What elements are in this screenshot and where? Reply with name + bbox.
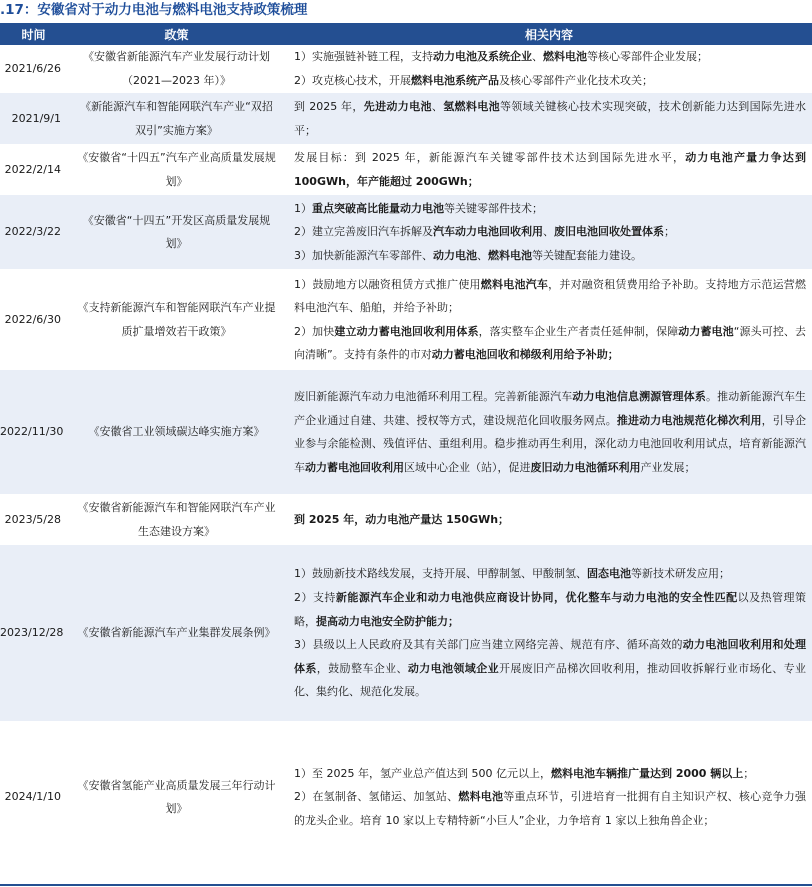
content-paragraph bbox=[294, 244, 806, 268]
content-text: 开展废旧产品梯次回收利用，推动回收拆解行业市场化、专业化、集约化、规范化发展。 bbox=[294, 661, 807, 699]
emphasis-text: 动力电池回收利用和处理体系 bbox=[294, 638, 807, 675]
table-title: .17：安徽省对于动力电池与燃料电池支持政策梳理 bbox=[0, 2, 308, 18]
content-text: 以及热管理策略， bbox=[294, 591, 807, 628]
content-text: 等关键配套能力建设。 bbox=[532, 248, 642, 262]
emphasis-text: 燃料电池车辆推广量达到 2000 辆以上 bbox=[550, 766, 744, 780]
table-row bbox=[0, 270, 812, 370]
content-text: 1）鼓励新技术路线发展，支持开展、甲醇制氢、甲酸制氢、 bbox=[294, 567, 587, 581]
date-cell: 2022/3/22 bbox=[0, 195, 67, 270]
content-paragraph bbox=[294, 508, 806, 532]
content-text: 1）鼓励地方以融资租赁方式推广使用 bbox=[294, 277, 481, 291]
content-text: 到 2025 年， bbox=[294, 100, 364, 114]
policy-cell: 《安徽省工业领域碳达峰实施方案》 bbox=[67, 370, 286, 495]
content-text: ，落实整车企业生产者责任延伸制，保障 bbox=[478, 324, 679, 338]
content-text: ，引导企业参与余能检测、残值评估、重组利用。稳步推动再生利用，深化动力电池回收利用试点，培育新能源汽车 bbox=[294, 413, 807, 474]
content-text: 1）实施强链补链工程，支持 bbox=[294, 50, 433, 63]
content-text: 等核心零部件企业发展； bbox=[587, 50, 708, 63]
date-cell: 2023/12/28 bbox=[0, 545, 67, 722]
content-cell bbox=[286, 495, 812, 545]
content-paragraph bbox=[294, 273, 806, 320]
content-text: ，鼓励整车企业、 bbox=[316, 661, 408, 675]
content-text: 、 bbox=[431, 100, 444, 114]
content-cell bbox=[286, 145, 812, 195]
content-text: 产业发展； bbox=[640, 460, 696, 474]
policy-cell: 《安徽省氢能产业高质量发展三年行动计划》 bbox=[67, 722, 286, 873]
content-cell bbox=[286, 45, 812, 93]
content-text: 等新技术研发应用； bbox=[631, 567, 730, 581]
content-text: 2）攻克核心技术，开展 bbox=[294, 73, 411, 87]
policy-cell: 《安徽省新能源汽车产业集群发展条例》 bbox=[67, 545, 286, 722]
content-paragraph bbox=[294, 785, 806, 832]
content-text: 2）支持 bbox=[294, 591, 336, 604]
emphasis-text: 动力电池信息溯源管理体系 bbox=[572, 390, 706, 403]
content-text: “源头可控、去向清晰”。支持有条件的市对 bbox=[294, 324, 807, 362]
table-body bbox=[0, 45, 812, 873]
content-paragraph bbox=[294, 320, 806, 367]
content-text: 。推动新能源汽车生产企业通过自建、共建、授权等方式，建设规范化回收服务网点。 bbox=[294, 390, 807, 427]
policy-cell: 《支持新能源汽车和智能网联汽车产业提质扩量增效若干政策》 bbox=[67, 270, 286, 370]
content-paragraph bbox=[294, 45, 806, 69]
table-row bbox=[0, 45, 812, 93]
policy-cell: 《安徽省新能源汽车产业发展行动计划（2021—2023 年）》 bbox=[67, 45, 286, 93]
content-text: 3）加快新能源汽车零部件、 bbox=[294, 248, 433, 262]
policy-cell: 《安徽省“十四五”开发区高质量发展规划》 bbox=[67, 195, 286, 270]
policy-cell: 《安徽省“十四五”汽车产业高质量发展规划》 bbox=[67, 145, 286, 195]
content-paragraph bbox=[294, 562, 806, 586]
content-cell bbox=[286, 270, 812, 370]
table-row bbox=[0, 495, 812, 545]
date-cell: 2021/9/1 bbox=[0, 93, 67, 145]
emphasis-text: 燃料电池 bbox=[488, 248, 532, 262]
content-paragraph bbox=[294, 69, 806, 93]
emphasis-text: 废旧动力电池循环利用 bbox=[530, 460, 641, 474]
emphasis-text: 新能源汽车企业和动力电池供应商设计协同，优化整车与动力电池的安全性匹配 bbox=[335, 591, 738, 604]
emphasis-text: 汽车动力电池回收利用 bbox=[433, 225, 543, 239]
date-cell: 2022/6/30 bbox=[0, 270, 67, 370]
content-cell bbox=[286, 195, 812, 270]
content-paragraph bbox=[294, 220, 806, 244]
emphasis-text: 推进动力电池规范化梯次利用 bbox=[616, 413, 762, 427]
date-cell: 2021/6/26 bbox=[0, 45, 67, 93]
content-text: 3）县级以上人民政府及其有关部门应当建立网络完善、规范有序、循环高效的 bbox=[294, 638, 683, 652]
content-text: 1）至 2025 年，氢产业总产值达到 500 亿元以上， bbox=[294, 766, 551, 780]
emphasis-text: 先进动力电池 bbox=[363, 100, 432, 114]
content-paragraph bbox=[294, 197, 806, 221]
content-text: 2）建立完善废旧汽车拆解及 bbox=[294, 225, 433, 239]
emphasis-text: 废旧电池回收处置体系 bbox=[554, 225, 664, 239]
bottom-rule bbox=[0, 884, 812, 886]
emphasis-text: 动力电池领域企业 bbox=[407, 661, 499, 675]
emphasis-text: 燃料电池 bbox=[543, 50, 587, 63]
emphasis-text: 燃料电池汽车 bbox=[480, 277, 549, 291]
content-paragraph bbox=[294, 633, 806, 704]
table-header-row bbox=[0, 23, 812, 45]
header-content: 相关内容 bbox=[286, 23, 812, 45]
table-row bbox=[0, 145, 812, 195]
emphasis-text: 动力蓄电池 bbox=[678, 324, 734, 338]
emphasis-text: 动力蓄电池回收和梯级利用给予补助； bbox=[431, 348, 619, 362]
emphasis-text: 重点突破高比能量动力电池 bbox=[312, 201, 444, 215]
emphasis-text: 燃料电池 bbox=[458, 790, 504, 804]
date-cell: 2024/1/10 bbox=[0, 722, 67, 873]
date-cell: 2022/11/30 bbox=[0, 370, 67, 495]
content-text: ； bbox=[664, 225, 675, 239]
content-text: 、 bbox=[532, 50, 543, 63]
content-text: 1） bbox=[294, 201, 312, 215]
emphasis-text: 建立动力蓄电池回收利用体系 bbox=[334, 324, 479, 338]
content-paragraph bbox=[294, 762, 806, 786]
emphasis-text: 动力电池及系统企业 bbox=[433, 50, 532, 63]
content-text: 废旧新能源汽车动力电池循环利用工程。完善新能源汽车 bbox=[294, 390, 573, 403]
content-text: ，并对融资租赁费用给予补助。支持地方示范运营燃料电池汽车、船舶，并给予补助； bbox=[294, 277, 807, 315]
emphasis-text: 提高动力电池安全防护能力； bbox=[316, 614, 459, 628]
content-cell bbox=[286, 545, 812, 722]
emphasis-text: 固态电池 bbox=[587, 567, 631, 581]
content-cell bbox=[286, 370, 812, 495]
content-paragraph bbox=[294, 586, 806, 633]
emphasis-text: 燃料电池系统产品 bbox=[411, 73, 499, 87]
content-cell bbox=[286, 722, 812, 873]
content-text: 等领域关键核心技术实现突破，技术创新能力达到国际先进水平； bbox=[294, 100, 807, 137]
content-cell bbox=[286, 93, 812, 145]
content-text: ； bbox=[743, 766, 755, 780]
policy-table bbox=[0, 23, 812, 873]
content-text: 发展目标：到 2025 年，新能源汽车关键零部件技术达到国际先进水平， bbox=[294, 151, 686, 165]
content-paragraph bbox=[294, 146, 806, 193]
emphasis-text: 动力电池产量力争达到 100GWh，年产能超过 200GWh； bbox=[294, 151, 806, 188]
emphasis-text: 动力蓄电池回收利用 bbox=[305, 460, 404, 474]
content-text: 2）加快 bbox=[294, 324, 335, 338]
content-text: 2）在氢制备、氢储运、加氢站、 bbox=[294, 790, 459, 804]
emphasis-text: 氢燃料电池 bbox=[443, 100, 500, 114]
content-text: 等关键零部件技术； bbox=[444, 201, 543, 215]
content-text: 等重点环节，引进培育一批拥有自主知识产权、核心竞争力强的龙头企业。培育 10 家以上专精特新“小巨人”企业，力争培育 1 家以上独角兽企业； bbox=[294, 790, 807, 827]
policy-cell: 《新能源汽车和智能网联汽车产业“双招双引”实施方案》 bbox=[67, 93, 286, 145]
table-row bbox=[0, 545, 812, 722]
table-row bbox=[0, 93, 812, 145]
table-row bbox=[0, 722, 812, 873]
content-text: 、 bbox=[477, 248, 488, 262]
date-cell: 2023/5/28 bbox=[0, 495, 67, 545]
content-text: 区域中心企业（站），促进 bbox=[404, 460, 531, 474]
content-text: 及核心零部件产业化技术攻关； bbox=[499, 73, 653, 87]
content-text: 、 bbox=[543, 225, 554, 239]
header-policy: 政策 bbox=[67, 23, 286, 45]
content-paragraph bbox=[294, 385, 806, 479]
policy-cell: 《安徽省新能源汽车和智能网联汽车产业生态建设方案》 bbox=[67, 495, 286, 545]
table-row bbox=[0, 195, 812, 270]
table-row bbox=[0, 370, 812, 495]
emphasis-text: 动力电池 bbox=[433, 248, 477, 262]
header-time: 时间 bbox=[0, 23, 67, 45]
emphasis-text: 到 2025 年，动力电池产量达 150GWh； bbox=[294, 512, 510, 526]
content-paragraph bbox=[294, 95, 806, 142]
date-cell: 2022/2/14 bbox=[0, 145, 67, 195]
